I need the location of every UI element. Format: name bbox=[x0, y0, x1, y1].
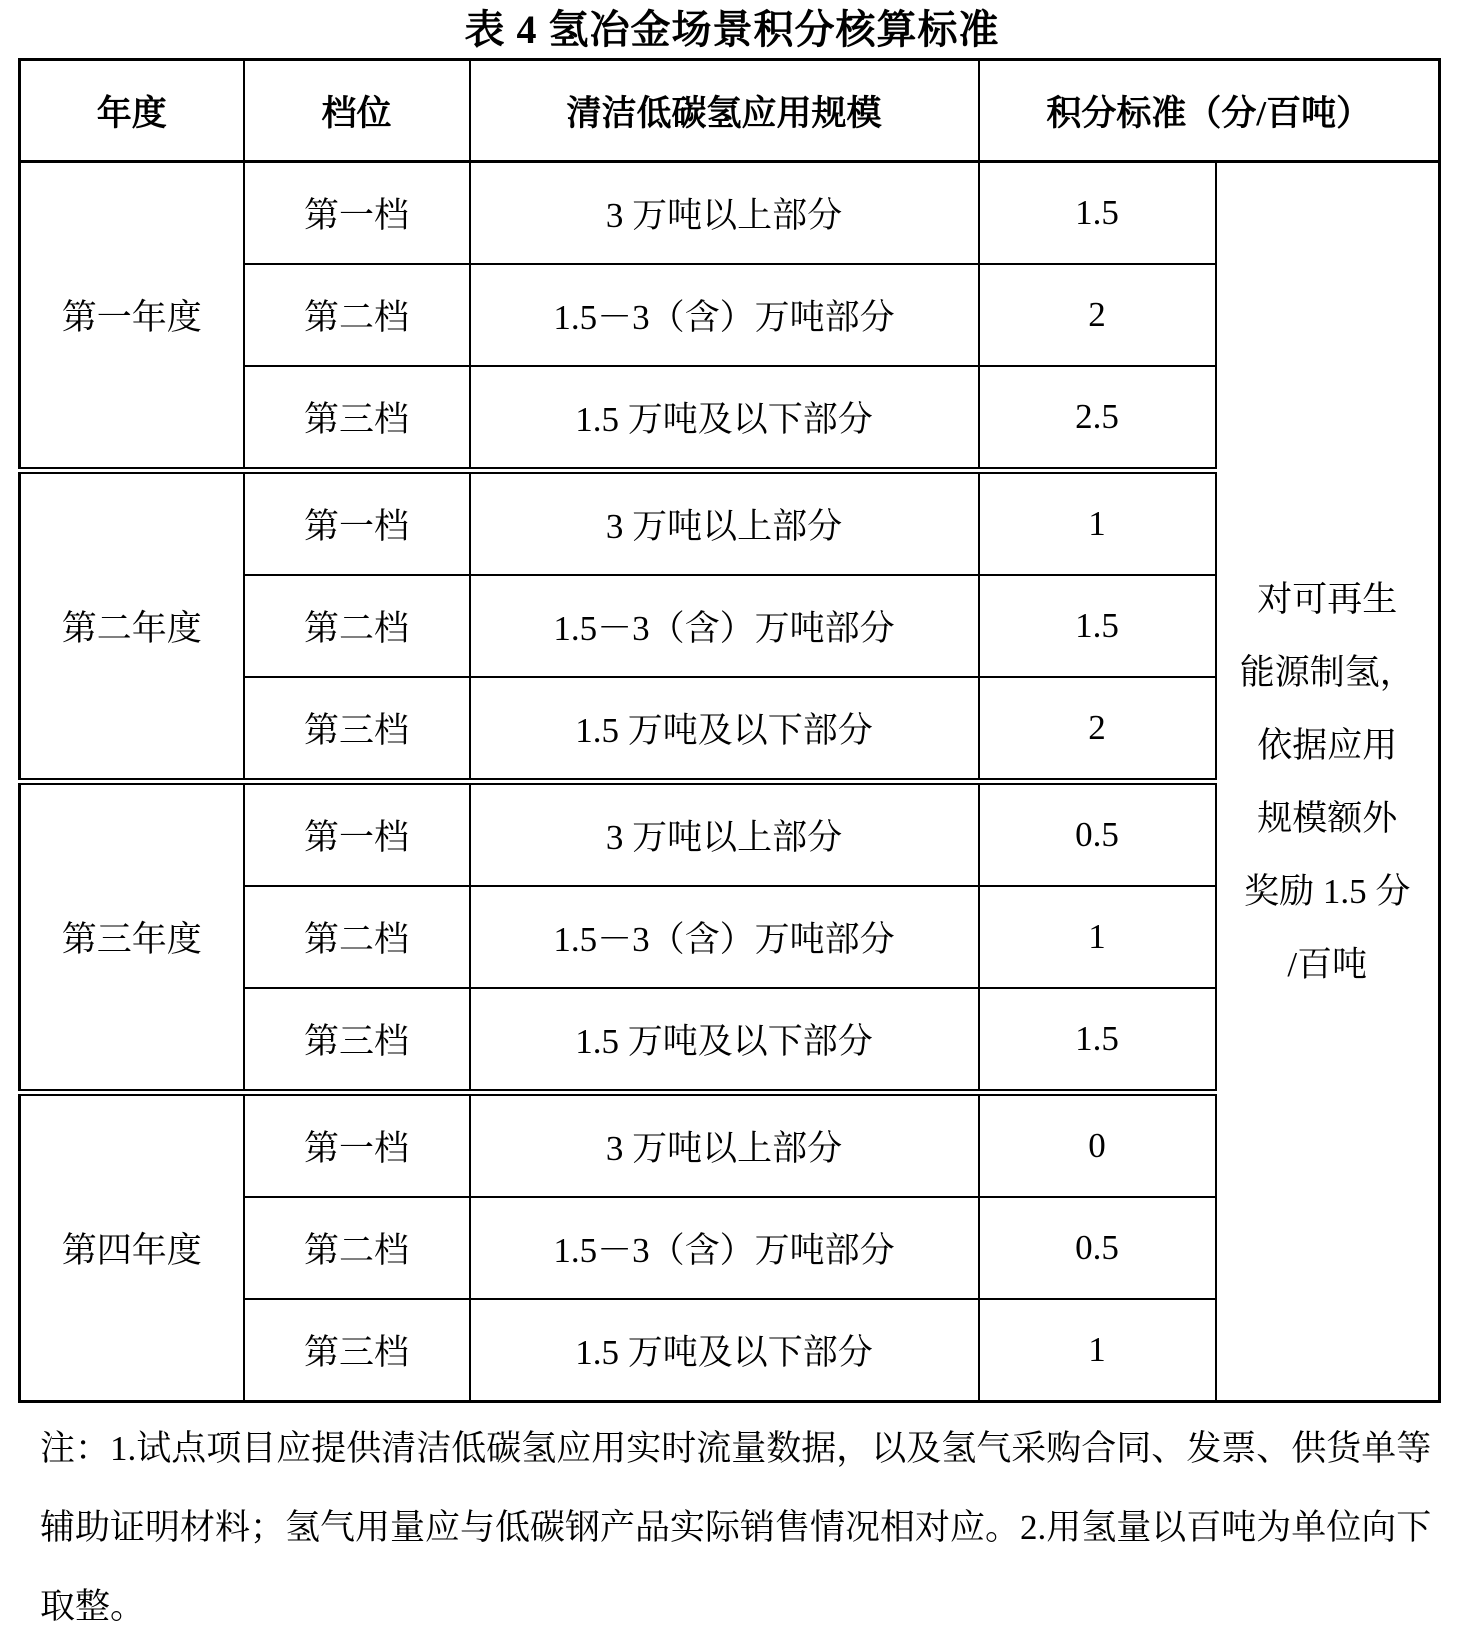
scale-cell: 1.5 万吨及以下部分 bbox=[470, 677, 979, 782]
footnote-line: 取整。 bbox=[40, 1587, 146, 1626]
header-row bbox=[20, 60, 1440, 162]
year-cell: 第二年度 bbox=[20, 471, 244, 782]
score-cell: 0.5 bbox=[979, 782, 1216, 887]
scale-cell: 1.5－3（含）万吨部分 bbox=[470, 264, 979, 366]
score-cell: 2 bbox=[979, 677, 1216, 782]
year-cell: 第一年度 bbox=[20, 162, 244, 471]
score-cell: 2.5 bbox=[979, 366, 1216, 471]
tier-cell: 第二档 bbox=[244, 1197, 470, 1299]
score-cell: 1 bbox=[979, 471, 1216, 576]
tier-cell: 第二档 bbox=[244, 886, 470, 988]
score-cell: 1.5 bbox=[979, 162, 1216, 265]
tier-cell: 第一档 bbox=[244, 471, 470, 576]
header-tier: 档位 bbox=[244, 60, 470, 162]
side-note-line: 依据应用 bbox=[1257, 725, 1398, 765]
scale-cell: 3 万吨以上部分 bbox=[470, 162, 979, 265]
tier-cell: 第二档 bbox=[244, 575, 470, 677]
score-cell: 0.5 bbox=[979, 1197, 1216, 1299]
scale-cell: 3 万吨以上部分 bbox=[470, 471, 979, 576]
tier-cell: 第三档 bbox=[244, 677, 470, 782]
header-scale: 清洁低碳氢应用规模 bbox=[470, 60, 979, 162]
score-cell: 0 bbox=[979, 1093, 1216, 1198]
scale-cell: 3 万吨以上部分 bbox=[470, 782, 979, 887]
score-cell: 2 bbox=[979, 264, 1216, 366]
page-title: 表 4 氢冶金场景积分核算标准 bbox=[464, 7, 1000, 52]
side-note-line: /百吨 bbox=[1287, 944, 1368, 984]
scale-cell: 1.5－3（含）万吨部分 bbox=[470, 575, 979, 677]
scale-cell: 1.5－3（含）万吨部分 bbox=[470, 1197, 979, 1299]
tier-cell: 第一档 bbox=[244, 1093, 470, 1198]
score-cell: 1.5 bbox=[979, 575, 1216, 677]
side-note-line: 对可再生 bbox=[1257, 579, 1398, 619]
footnote bbox=[40, 1409, 1444, 1646]
tier-cell: 第三档 bbox=[244, 988, 470, 1093]
side-note-cell bbox=[1216, 162, 1440, 1402]
tier-cell: 第三档 bbox=[244, 1299, 470, 1402]
header-score: 积分标准（分/百吨） bbox=[979, 60, 1440, 162]
side-note-line: 能源制氢， bbox=[1239, 652, 1415, 692]
scale-cell: 1.5 万吨及以下部分 bbox=[470, 988, 979, 1093]
score-cell: 1 bbox=[979, 886, 1216, 988]
scale-cell: 1.5 万吨及以下部分 bbox=[470, 366, 979, 471]
scale-cell: 1.5－3（含）万吨部分 bbox=[470, 886, 979, 988]
side-note-line: 规模额外 bbox=[1257, 798, 1398, 838]
score-cell: 1.5 bbox=[979, 988, 1216, 1093]
year-cell: 第四年度 bbox=[20, 1093, 244, 1402]
footnote-line: 辅助证明材料；氢气用量应与低碳钢产品实际销售情况相对应。2.用氢量以百吨为单位向下 bbox=[40, 1508, 1432, 1547]
tier-cell: 第一档 bbox=[244, 162, 470, 265]
footnote-line: 注：1.试点项目应提供清洁低碳氢应用实时流量数据，以及氢气采购合同、发票、供货单等 bbox=[40, 1429, 1432, 1468]
tier-cell: 第二档 bbox=[244, 264, 470, 366]
side-note-line: 奖励 1.5 分 bbox=[1244, 871, 1411, 911]
header-year: 年度 bbox=[20, 60, 244, 162]
scale-cell: 3 万吨以上部分 bbox=[470, 1093, 979, 1198]
table-row bbox=[20, 162, 1440, 265]
year-cell: 第三年度 bbox=[20, 782, 244, 1093]
score-cell: 1 bbox=[979, 1299, 1216, 1402]
tier-cell: 第一档 bbox=[244, 782, 470, 887]
scale-cell: 1.5 万吨及以下部分 bbox=[470, 1299, 979, 1402]
tier-cell: 第三档 bbox=[244, 366, 470, 471]
score-table bbox=[18, 58, 1441, 1403]
